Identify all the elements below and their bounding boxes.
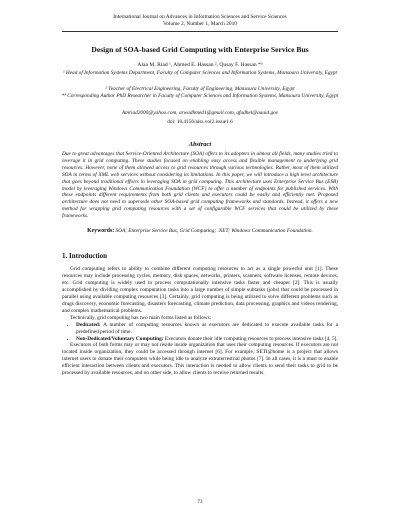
paragraph-2: Technically, grid computing has two main forms listed as follows: xyxy=(70,314,212,321)
paper-title: Design of SOA-based Grid Computing with Enterprise Service Bus xyxy=(91,45,309,54)
affiliation-3: *³ Corresponding Author PhD Researcher in Faculty of Computer Sciences and Information Systems, Mansoura University, Egypt xyxy=(61,93,339,99)
author-list: Alaa M. Riad ¹, Ahmed E. Hassan ², Qusay F. Hassan *³ xyxy=(137,62,263,68)
bullet-text: A number of computing resources known as executors are dedicated to execute available tasks for a predefined period of time. xyxy=(76,321,338,335)
journal-volume: Volume 2, Number 1, March 2010 xyxy=(162,21,237,27)
abstract-text: Due to great advantages that Service-Oriented Architecture (SOA) offers to its adopters in almost all fields, many studies tried to leverage it in grid computing. These studies focused on enabling easy access and flexible management to underlying grid resources. However, none of them allowed access to grid resources through various technologies. Rather, most of them utilized SOA in terms of XML web services without considering its limitations. In this paper, we will introduce a high level architecture that goes beyond traditional efforts in leveraging SOA in grid computing. This architecture uses Enterprise Service Bus (ESB) model by leveraging Windows Communication Foundation (WCF) to offer a number of endpoints for published services. With these endpoints different requirements from both grid clients and executors could be easily and efficiently met. Proposed architecture does not need to supersede other SOA-based grid computing frameworks and standards. Instead, it offers a new method for wrapping grid computing resources with a set of configurable WCF services that could be utilized by these frameworks. xyxy=(62,151,338,220)
bullet-term: Non-Dedicated/Voluntary Computing: xyxy=(76,335,164,342)
header-rule xyxy=(62,31,338,32)
list-item xyxy=(76,322,338,336)
affiliation-1: ¹ Head of Information Systems Department, Faculty of Computer Sciences and Information Systems, Mansoura University, Egypt xyxy=(62,70,338,76)
doi: doi: 10.4156/aiss.vol2.issue1.6 xyxy=(167,119,233,125)
keywords-text: SOA; Enterprise Service Bus, Grid Computing; .NET; Windows Communication Foundation. xyxy=(115,228,313,234)
paragraph-1: Grid computing refers to ability to combine different computing resources to act as a single powerful unit [1]. These resources may include processing cycles, memory, disk spaces, networks, printers, scanners, software licenses, remote devices, etc. Grid computing is widely used to process computationally intensive tasks faster and cheaper [2]. This is usually accomplished by dividing complex computation tasks into a large number of simple subtasks (jobs) that could be processed in parallel using available computing resources [3]. Certainly, grid computing is being utilized to solve different problems such as drugs discovery, economic forecasting, disasters forecasting, climate prediction, data processing, graphics and videos rendering, and complex mathematical problems. xyxy=(62,266,338,314)
paragraph-3: Executors of both forms may or may not reside inside organization that uses their computing resources. If executors are not located inside organization, they could be accessed through internet [6]. For example, SETI@home is a project that allows internet users to donate their computers while being idle to analyze extraterrestrial photos [7]. In all cases, it is a must to enable efficient interaction between clients and executors. This interaction is needed to allow clients to send their tasks to grid to be processed by available resources, and on other side, to allow clients to receive returned results. xyxy=(62,342,338,377)
bullet-list xyxy=(62,322,338,343)
keywords xyxy=(62,228,338,235)
section-heading: 1. Introduction xyxy=(62,252,107,260)
keywords-label: Keywords: xyxy=(87,228,115,234)
bullet-term: Dedicated: xyxy=(76,321,101,328)
affiliation-2: ² Teacher of Electrical Engineering, Faculty of Engineering, Mansoura University, Egypt xyxy=(105,86,295,92)
author-emails: Amriad2000@yahoo.com, arwadhmed1@gmail.com, qfadhel@aaaid.gov xyxy=(121,110,279,116)
abstract-heading: Abstract xyxy=(188,141,212,148)
section-body xyxy=(62,266,338,377)
bullet-text: Executors donate their idle computing resources to process intensive tasks [4, 5]. xyxy=(163,335,338,342)
journal-name: International Journal on Advances in Information Sciences and Service Sciences xyxy=(113,14,287,20)
page-number: 73 xyxy=(197,500,203,505)
